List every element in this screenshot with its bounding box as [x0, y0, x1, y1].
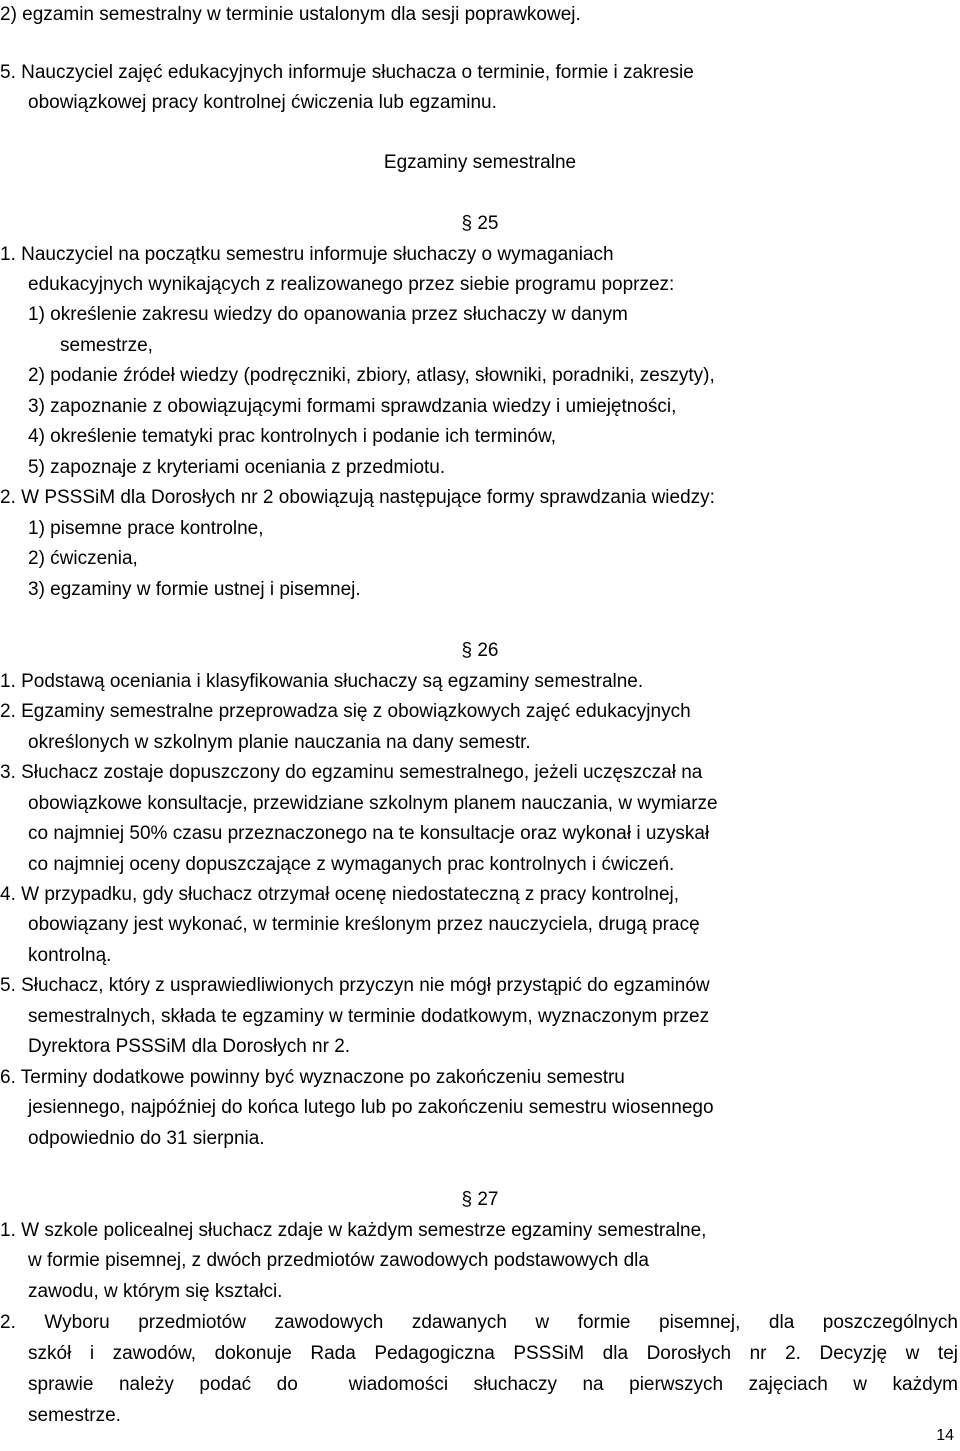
section-sign-icon: § — [461, 213, 473, 234]
list-item: 2) podanie źródeł wiedzy (podręczniki, zbiory, atlasy, słowniki, poradniki, zeszyty), — [28, 365, 715, 386]
section-sign-icon: § — [461, 1189, 473, 1210]
text-line: 6. Terminy dodatkowe powinny być wyznaczone po zakończeniu semestru — [0, 1067, 625, 1088]
text-line: jesiennego, najpóźniej do końca lutego lub po zakończeniu semestru wiosennego — [28, 1097, 714, 1118]
list-item: 4) określenie tematyki prac kontrolnych i podanie ich terminów, — [28, 426, 557, 447]
text-line: semestralnych, składa te egzaminy w terminie dodatkowym, wyznaczonym przez — [28, 1006, 710, 1027]
text-line: edukacyjnych wynikających z realizowanego przez siebie programu poprzez: — [28, 274, 675, 295]
text-line: 2. Wyboru przedmiotów zawodowych zdawanych w formie pisemnej, dla poszczególnych — [0, 1312, 958, 1333]
text-line: 4. W przypadku, gdy słuchacz otrzymał ocenę niedostateczną z pracy kontrolnej, — [0, 884, 680, 905]
text-line: zawodu, w którym się kształci. — [28, 1281, 283, 1302]
text-line: 2) egzamin semestralny w terminie ustalonym dla sesji poprawkowej. — [0, 4, 581, 25]
paragraph-number-value: 27 — [477, 1189, 499, 1210]
list-item: 1) pisemne prace kontrolne, — [28, 518, 264, 539]
paragraph-number — [0, 639, 960, 663]
text-line: określonych w szkolnym planie nauczania na dany semestr. — [28, 732, 531, 753]
text-line: Dyrektora PSSSiM dla Dorosłych nr 2. — [28, 1036, 351, 1057]
text-line: 2. Egzaminy semestralne przeprowadza się z obowiązkowych zajęć edukacyjnych — [0, 701, 691, 722]
text-line: co najmniej oceny dopuszczające z wymaganych prac kontrolnych i ćwiczeń. — [28, 854, 675, 875]
text-line: 5. Słuchacz, który z usprawiedliwionych przyczyn nie mógł przystąpić do egzaminów — [0, 975, 710, 996]
text-line: 1. Nauczyciel na początku semestru informuje słuchaczy o wymaganiach — [0, 244, 614, 265]
page-number: 14 — [936, 1427, 954, 1444]
text-line: 1. W szkole policealnej słuchacz zdaje w każdym semestrze egzaminy semestralne, — [0, 1220, 707, 1241]
text-line: w formie pisemnej, z dwóch przedmiotów zawodowych podstawowych dla — [28, 1250, 649, 1271]
text-line: semestrze. — [28, 1405, 121, 1426]
text-line: 2. W PSSSiM dla Dorosłych nr 2 obowiązują następujące formy sprawdzania wiedzy: — [0, 487, 715, 508]
section-sign-icon: § — [461, 640, 473, 661]
paragraph-number — [0, 212, 960, 236]
list-item: 3) egzaminy w formie ustnej i pisemnej. — [28, 579, 361, 600]
text-line: semestrze, — [60, 335, 153, 356]
paragraph-number-value: 25 — [477, 213, 499, 234]
text-line: 5. Nauczyciel zajęć edukacyjnych informuje słuchacza o terminie, formie i zakresie — [0, 62, 694, 83]
list-item: 3) zapoznanie z obowiązującymi formami sprawdzania wiedzy i umiejętności, — [28, 396, 677, 417]
text-line: obowiązkowe konsultacje, przewidziane szkolnym planem nauczania, w wymiarze — [28, 793, 718, 814]
text-line: szkół i zawodów, dokonuje Rada Pedagogiczna PSSSiM dla Dorosłych nr 2. Decyzję w tej — [28, 1343, 958, 1364]
text-line: sprawie należy podać do wiadomości słuchaczy na pierwszych zajęciach w każdym — [28, 1374, 958, 1395]
list-item: 2) ćwiczenia, — [28, 548, 138, 569]
paragraph-number-value: 26 — [477, 640, 499, 661]
text-line: co najmniej 50% czasu przeznaczonego na te konsultacje oraz wykonał i uzyskał — [28, 823, 710, 844]
list-item: 5) zapoznaje z kryteriami oceniania z przedmiotu. — [28, 457, 446, 478]
list-item: 1) określenie zakresu wiedzy do opanowania przez słuchaczy w danym — [28, 304, 628, 325]
paragraph-number — [0, 1188, 960, 1212]
text-line: 3. Słuchacz zostaje dopuszczony do egzaminu semestralnego, jeżeli uczęszczał na — [0, 762, 703, 783]
text-line: obowiązkowej pracy kontrolnej ćwiczenia lub egzaminu. — [28, 92, 497, 113]
section-heading: Egzaminy semestralne — [383, 152, 577, 173]
text-line: odpowiednio do 31 sierpnia. — [28, 1128, 265, 1149]
text-line: 1. Podstawą oceniania i klasyfikowania słuchaczy są egzaminy semestralne. — [0, 671, 644, 692]
text-line: kontrolną. — [28, 945, 112, 966]
text-line: obowiązany jest wykonać, w terminie kreślonym przez nauczyciela, drugą pracę — [28, 914, 700, 935]
